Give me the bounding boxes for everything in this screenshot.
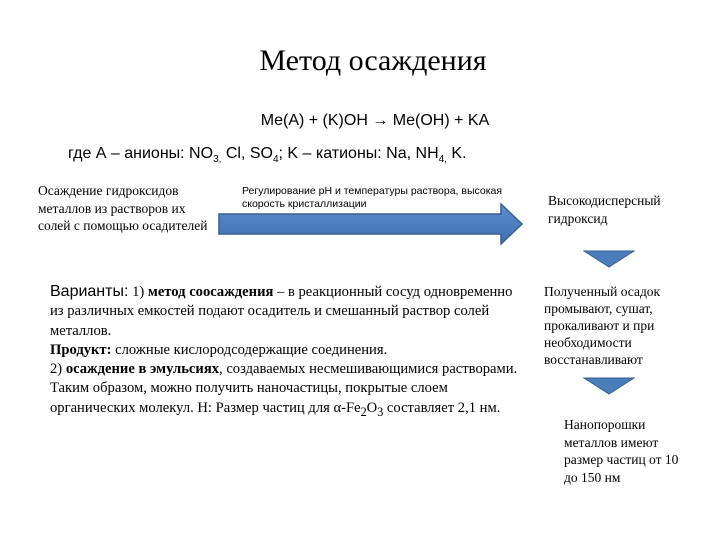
variant-1-title: метод соосаждения (147, 284, 274, 300)
alpha-fe: α-Fe (333, 399, 361, 416)
variant-2-number: 2) (50, 361, 66, 378)
right-arrow-icon (218, 203, 524, 245)
down-arrow-icon (583, 250, 635, 268)
processing-step: Полученный осадок промывают, сушат, прокаливают и при необходимости восстанавливают (544, 284, 661, 367)
nh4-subscript: 4, (438, 154, 447, 166)
variant-2-end: составляет 2,1 нм. (383, 399, 501, 416)
reaction-formula: Me(A) + (K)OH → Me(OH) + KA (260, 112, 490, 129)
variant-2-title: осаждение в эмульсиях (65, 361, 220, 378)
result-hydroxide: Высокодисперсный гидроксид (548, 193, 661, 226)
ion-legend-end: K. (446, 145, 467, 162)
o-subscript: 3 (377, 404, 384, 419)
fe-subscript: 2 (360, 404, 367, 419)
variant-1 (50, 282, 520, 341)
no3-subscript: 3, (213, 154, 222, 166)
precipitation-description: Осаждение гидроксидов металлов из растворов их солей с помощью осадителей (38, 183, 208, 233)
variant-2 (50, 360, 520, 422)
ion-legend-prefix: где А – анионы: NO (68, 145, 214, 162)
variants-lead: Варианты: (50, 283, 129, 300)
down-arrow-icon-2 (583, 377, 635, 395)
ion-legend-mid1: Cl, SO (221, 145, 273, 162)
variant-1-text: – в реакционный сосуд одновременно из различных емкостей подают осадитель и смешанный раствор солей металлов. (50, 284, 513, 339)
slide-title: Метод осаждения (259, 44, 487, 77)
arrow-label: Регулирование pH и температуры раствора, высокая скорость кристаллизации (242, 185, 503, 210)
product-label: Продукт: (50, 341, 112, 358)
so4-subscript: 4 (272, 154, 279, 166)
ion-legend (68, 145, 467, 165)
oxygen-symbol: O (366, 399, 378, 416)
product-line (50, 341, 520, 360)
variant-1-number: 1) (128, 284, 148, 300)
variants-text (50, 282, 520, 422)
variant-2-text: , создаваемых несмешивающимися растворами. Таким образом, можно получить наночастицы, покрытые слоем органических молекул. Н: Размер частиц для (50, 361, 518, 416)
ion-legend-mid2: ; K – катионы: Na, NH (278, 145, 439, 162)
product-text: сложные кислородсодержащие соединения. (111, 341, 388, 358)
nanopowder-result: Нанопорошки металлов имеют размер частиц от 10 до 150 нм (564, 417, 679, 485)
